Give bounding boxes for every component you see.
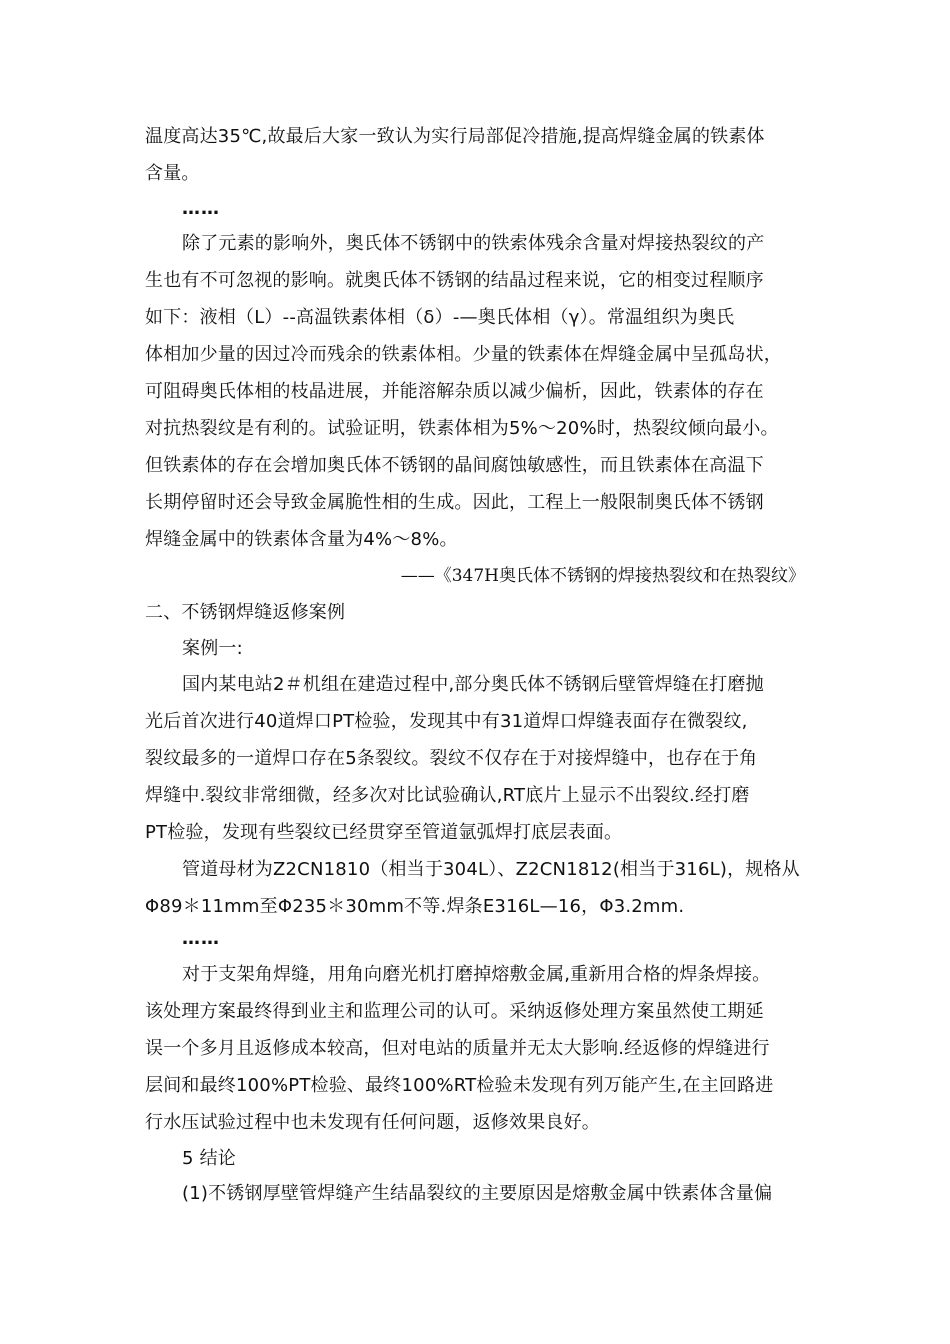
text-line: 该处理方案最终得到业主和监理公司的认可。采纳返修处理方案虽然使工期延 [145,1001,764,1022]
ellipsis: …… [182,928,220,949]
text-line: 管道母材为Z2CN1810（相当于304L）、Z2CN1812(相当于316L)，规格从 [182,859,800,880]
text-line: 生也有不可忽视的影响。就奥氏体不锈钢的结晶过程来说，它的相变过程顺序 [145,270,764,291]
case-heading: 案例一: [182,638,243,659]
text-line: (1)不锈钢厚壁管焊缝产生结晶裂纹的主要原因是熔敷金属中铁素体含量偏 [182,1183,773,1204]
text-line: 焊缝中.裂纹非常细微，经多次对比试验确认,RT底片上显示不出裂纹.经打磨 [145,785,750,806]
citation: ——《347H奥氏体不锈钢的焊接热裂纹和在热裂纹》 [400,566,805,586]
text-line: 可阻碍奥氏体相的枝晶进展，并能溶解杂质以减少偏析，因此，铁素体的存在 [145,381,764,402]
section-heading: 二、不锈钢焊缝返修案例 [145,602,346,623]
conclusion-heading: 5 结论 [182,1148,236,1169]
text-line: 对于支架角焊缝，用角向磨光机打磨掉熔敷金属,重新用合格的焊条焊接。 [182,964,771,985]
text-line: 光后首次进行40道焊口PT检验，发现其中有31道焊口焊缝表面存在微裂纹, [145,711,748,732]
text-line: 误一个多月且返修成本较高，但对电站的质量并无太大影响.经返修的焊缝进行 [145,1038,770,1059]
text-line: 裂纹最多的一道焊口存在5条裂纹。裂纹不仅存在于对接焊缝中，也存在于角 [145,748,758,769]
text-line: 如下：液相（L）--高温铁素体相（δ）-—奥氏体相（γ）。常温组织为奥氏 [145,307,735,328]
text-line: Φ89＊11mm至Φ235＊30mm不等.焊条E316L—16，Φ3.2mm. [145,896,685,917]
text-line: 对抗热裂纹是有利的。试验证明，铁素体相为5%～20%时，热裂纹倾向最小。 [145,418,779,439]
text-line: 行水压试验过程中也未发现有任何问题，返修效果良好。 [145,1112,600,1133]
text-line: PT检验，发现有些裂纹已经贯穿至管道氩弧焊打底层表面。 [145,822,623,843]
text-line: 焊缝金属中的铁素体含量为4%～8%。 [145,529,458,550]
text-line: 除了元素的影响外，奥氏体不锈钢中的铁索体残余含量对焊接热裂纹的产 [182,233,765,254]
text-line: 层间和最终100%PT检验、最终100%RT检验未发现有列万能产生,在主回路进 [145,1075,774,1096]
text-line: 体相加少量的因过冷而残余的铁素体相。少量的铁素体在焊缝金属中呈孤岛状， [145,344,782,365]
text-line: 国内某电站2＃机组在建造过程中,部分奥氏体不锈钢后壁管焊缝在打磨抛 [182,674,764,695]
text-line: 温度高达35℃,故最后大家一致认为实行局部促冷措施,提高焊缝金属的铁素体 [145,126,765,147]
text-line: 含量。 [145,163,200,184]
text-line: 但铁素体的存在会增加奥氏体不锈钢的晶间腐蚀敏感性，而且铁素体在高温下 [145,455,764,476]
ellipsis: …… [182,198,220,219]
text-line: 长期停留时还会导致金属脆性相的生成。因此，工程上一般限制奥氏体不锈钢 [145,492,764,513]
